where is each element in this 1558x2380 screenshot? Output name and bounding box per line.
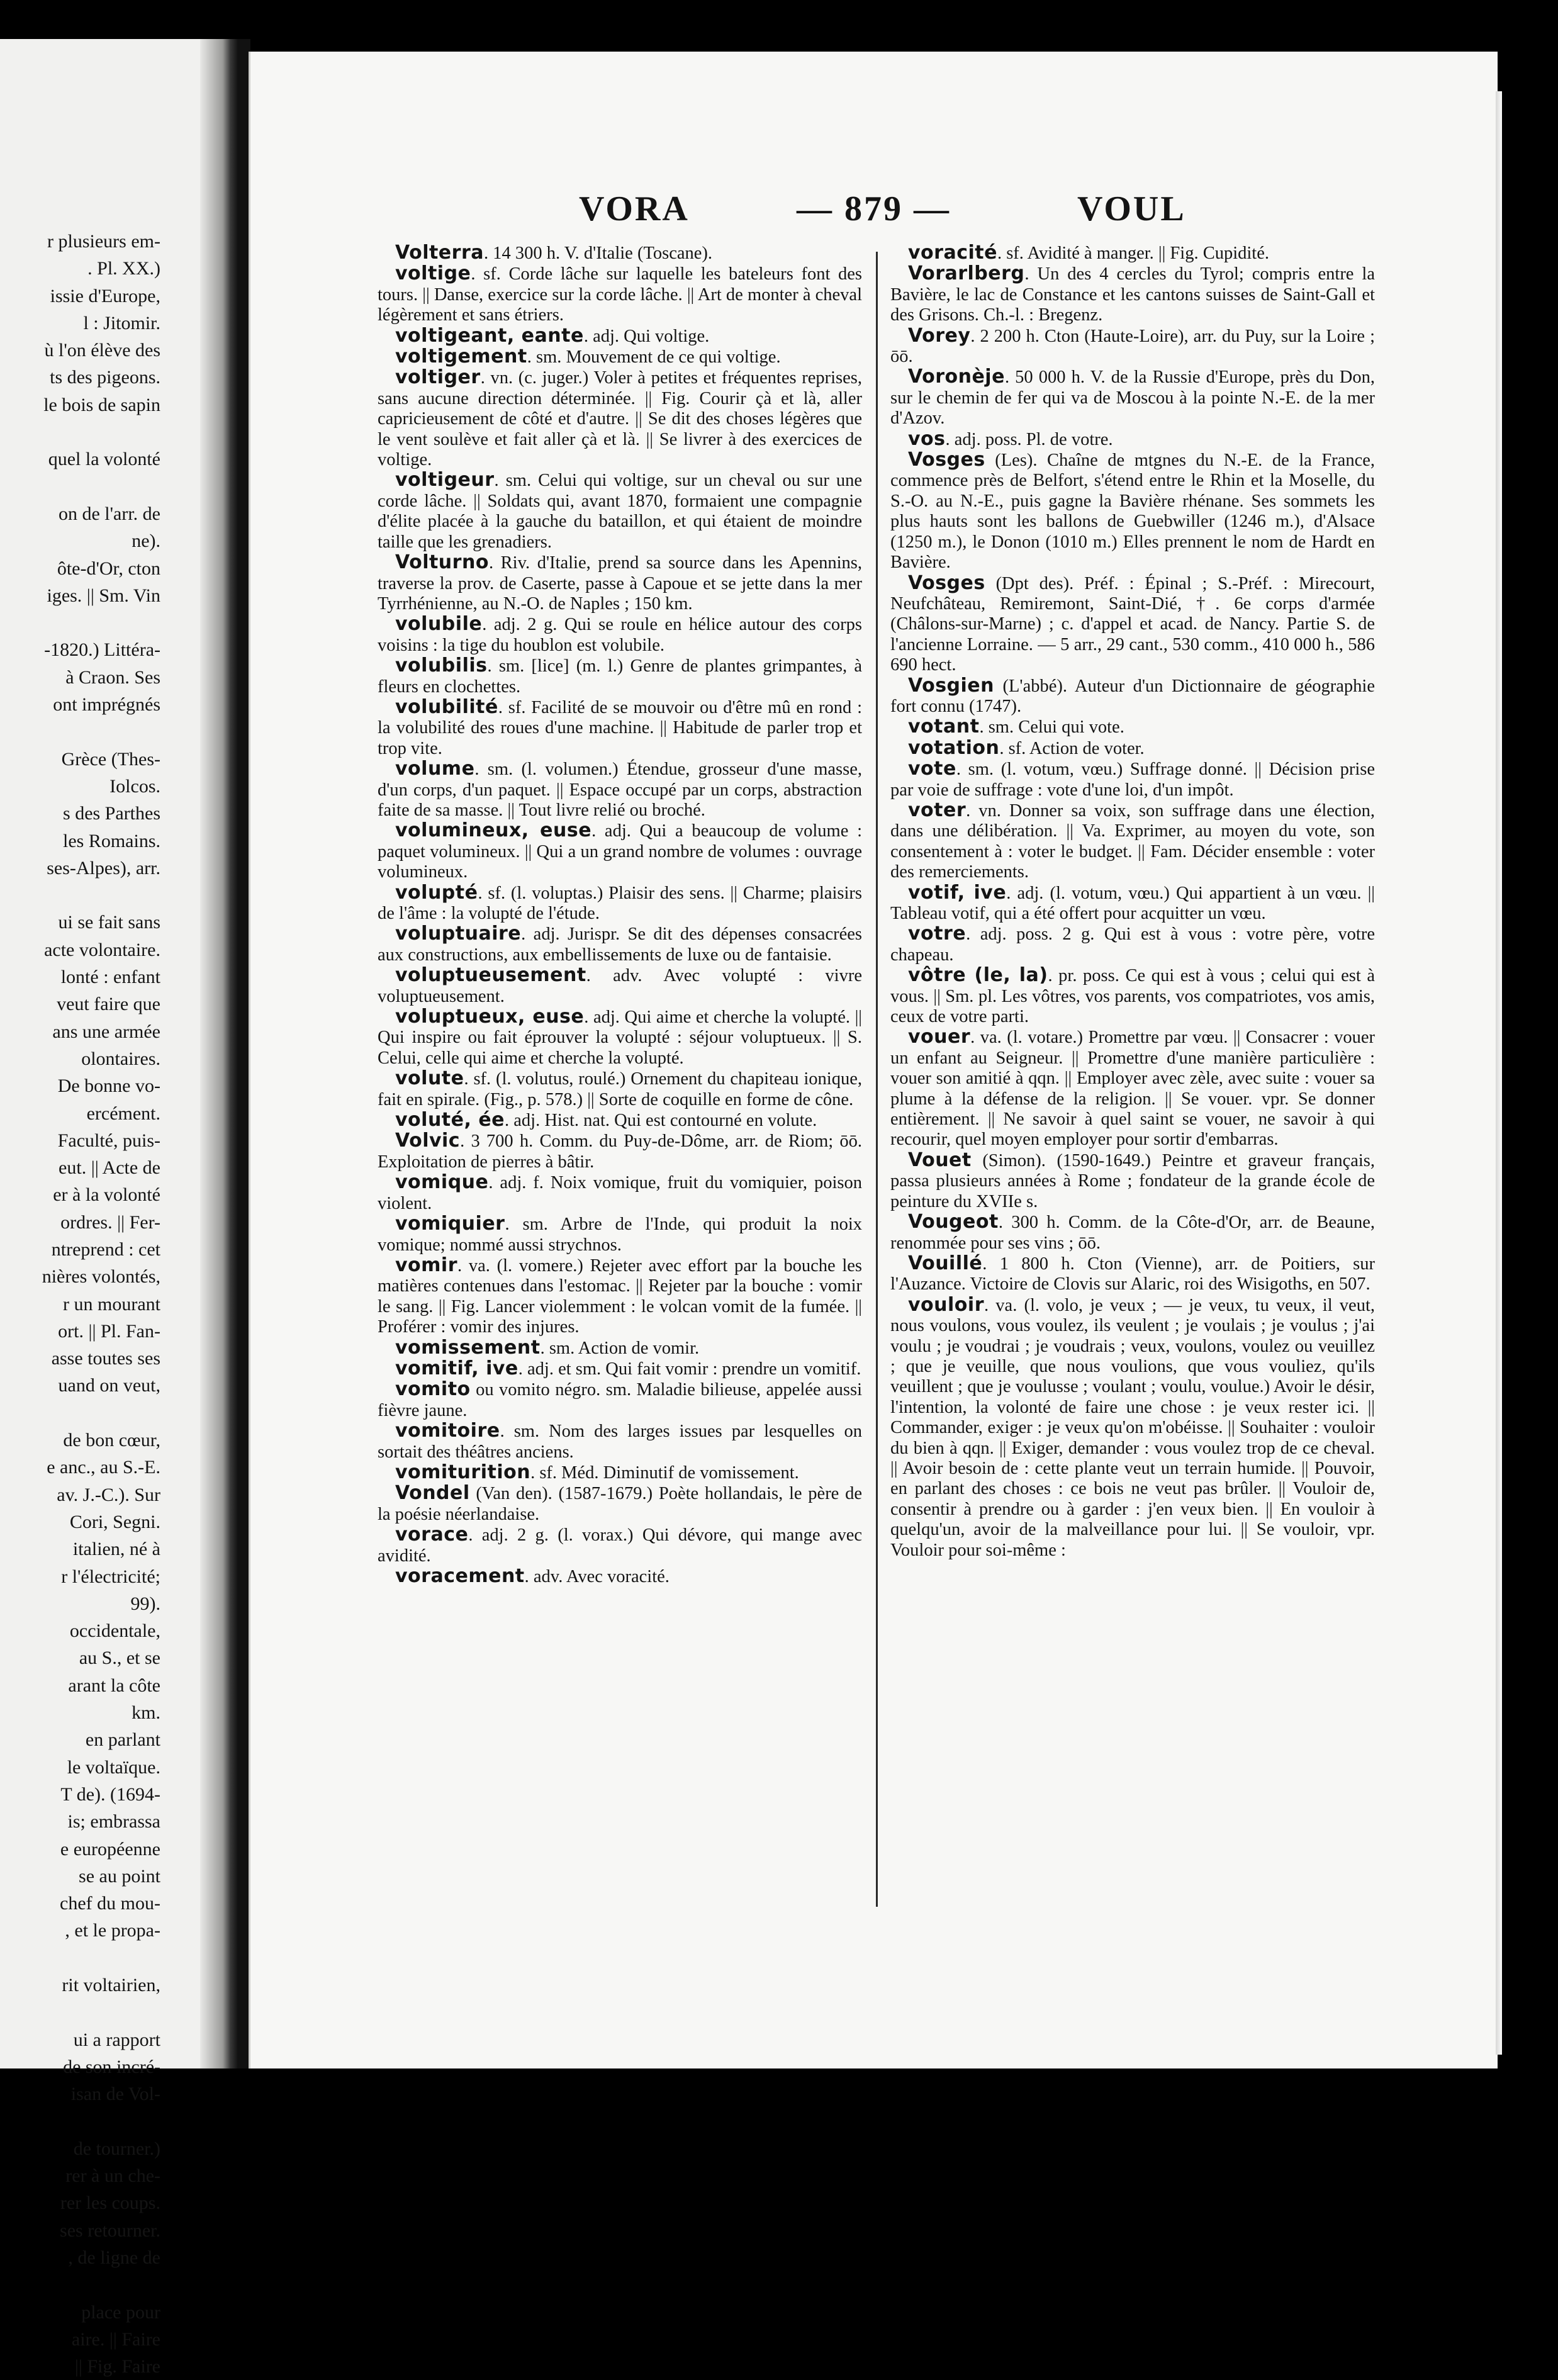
entry-definition: . sf. (l. volutus, roulé.) Ornement du chapiteau ionique, fait en spirale. (Fig., p. 578.) || Sorte de coquille en forme de cône.	[378, 1069, 862, 1109]
entry-definition: . sm. Celui qui vote.	[979, 717, 1124, 738]
entry-headword: vote	[908, 758, 956, 780]
entry-definition: . vn. (c. juger.) Voler à petites et fréquentes reprises, sans aucune direction déterminée. || Fig. Courir çà et là, aller capricieusement de côté et d'autre. || Se dit des choses légères que le vent soulève et fait aller çà et là. || Se livrer à des exercices de voltige.	[378, 368, 862, 470]
entry-headword: votre	[908, 923, 967, 945]
dictionary-entry	[378, 1421, 862, 1462]
previous-page-line: ù l'on élève des	[44, 340, 160, 361]
previous-page-line: olontaires.	[81, 1048, 160, 1069]
previous-page-line: 99).	[130, 1593, 160, 1614]
previous-page-line: place pour	[81, 2301, 160, 2323]
entry-headword: Vouillé	[908, 1252, 983, 1274]
entry-definition: . sf. (l. voluptas.) Plaisir des sens. || Charme; plaisirs de l'âme : la volupté de l'étude.	[378, 883, 862, 923]
entry-definition: . sf. Facilité de se mouvoir ou d'être mû en rond : la volubilité des roues d'une machine. || Habitude de parler trop et trop vite.	[378, 697, 862, 758]
entry-headword: vomir	[395, 1254, 458, 1276]
dictionary-entry	[890, 738, 1375, 759]
entry-definition: (Les). Chaîne de mtgnes du N.-E. de la France, commence près de Belfort, s'étend entre le Rhin et la Moselle, du S.-O. au N.-E., puis gagne la Bavière rhénane. Ses sommets les plus hauts sont les ballons de Guebwiller (1246 m.), d'Alsace (1250 m.), le Donon (1010 m.) Elles prennent le nom de Hardt en Bavière.	[890, 451, 1375, 573]
previous-page-line: ts des pigeons.	[50, 367, 160, 388]
entry-headword: voracité	[908, 242, 997, 264]
previous-page-line: ercément.	[86, 1103, 160, 1124]
entry-definition: . adj. (l. votum, vœu.) Qui appartient à un vœu. || Tableau votif, qui a été offert pour acquitter un vœu.	[890, 883, 1375, 923]
entry-definition: . 3 700 h. Comm. du Puy-de-Dôme, arr. de Riom; ōō. Exploitation de pierres à bâtir.	[378, 1131, 862, 1172]
entry-definition: . sm. (l. volumen.) Étendue, grosseur d'une masse, d'un corps, d'un paquet. || Espace occupé par un corps, abstraction faite de sa masse. || Tout livre relié ou broché.	[378, 760, 862, 820]
previous-page-line: . Pl. XX.)	[87, 258, 160, 279]
previous-page-line: er à la volonté	[53, 1184, 160, 1206]
previous-page-line: e européenne	[60, 1838, 160, 1860]
entry-headword: volubilis	[395, 654, 488, 677]
previous-page-line: de son incré-	[63, 2056, 160, 2077]
entry-headword: vouloir	[908, 1293, 984, 1316]
entry-headword: Vosges	[908, 571, 985, 594]
entry-definition: . pr. poss. Ce qui est à vous ; celui qui est à vous. || Sm. pl. Les vôtres, vos parents, vos compatriotes, vos amis, ceux de votre parti.	[890, 966, 1376, 1027]
entry-headword: Vorey	[908, 324, 971, 347]
dictionary-entry	[890, 243, 1375, 264]
previous-page-line: -1820.) Littéra-	[44, 639, 160, 661]
entry-headword: vomitif, ive	[395, 1357, 518, 1379]
previous-page-line: isan de Vol-	[70, 2084, 160, 2105]
dictionary-entry	[378, 965, 862, 1007]
entry-headword: volubilité	[395, 695, 498, 718]
entry-definition: . adv. Avec volupté : vivre voluptueusement.	[378, 966, 862, 1006]
dictionary-entry	[378, 347, 862, 368]
entry-definition: . Riv. d'Italie, prend sa source dans les Apennins, traverse la prov. de Caserte, passe à Capoue et se jette dans la mer Tyrrhénienne, au N.-O. de Naples ; 150 km.	[378, 553, 862, 614]
entry-definition: . 50 000 h. V. de la Russie d'Europe, près du Don, sur le chemin de fer qui va de Moscou à la pointe N.-E. de la mer d'Azov.	[890, 368, 1375, 429]
previous-page-line: on de l'arr. de	[58, 503, 160, 524]
previous-page-line: uand on veut,	[58, 1375, 160, 1396]
previous-page-line: ne).	[132, 530, 160, 552]
entry-headword: voltigeur	[395, 469, 495, 491]
dictionary-entry	[378, 1379, 862, 1421]
dictionary-entry	[378, 1359, 862, 1379]
previous-page-line: le bois de sapin	[43, 394, 160, 415]
entry-definition: . 1 800 h. Cton (Vienne), arr. de Poitiers, sur l'Auzance. Victoire de Clovis sur Alaric, roi des Wisigoths, en 507.	[890, 1254, 1375, 1294]
previous-page-line: s des Parthes	[63, 803, 160, 824]
previous-page-line	[0, 609, 160, 636]
entry-definition: . 14 300 h. V. d'Italie (Toscane).	[484, 244, 713, 263]
previous-page-line: km.	[132, 1702, 160, 1724]
previous-page-line: le voltaïque.	[67, 1756, 160, 1778]
entry-headword: Volvic	[395, 1130, 461, 1152]
entry-definition: . adj. poss. 2 g. Qui est à vous : votre père, votre chapeau.	[890, 924, 1375, 965]
dictionary-entry	[378, 883, 862, 924]
entry-definition: . vn. Donner sa voix, son suffrage dans une élection, dans une délibération. || Va. Exprimer, au moyen du vote, son consentement à : voter le budget. || Fam. Décider ensemble : voter des remerciements.	[890, 800, 1375, 882]
column-divider	[876, 252, 878, 1907]
entry-definition: . 300 h. Comm. de la Côte-d'Or, arr. de Beaune, renommée pour ses vins ; ōō.	[890, 1213, 1375, 1253]
previous-page-line: r plusieurs em-	[47, 231, 160, 252]
previous-page-line: , et le propa-	[65, 1920, 160, 1941]
entry-definition: (Simon). (1590-1649.) Peintre et graveur français, passa plusieurs années à Rome ; fondateur de la grande école de peinture du XVIIe s.	[890, 1150, 1375, 1211]
entry-definition: . adj. 2 g. (l. vorax.) Qui dévore, qui mange avec avidité.	[378, 1525, 862, 1566]
previous-page-line: ort. || Pl. Fan-	[58, 1320, 160, 1342]
dictionary-entry	[890, 676, 1375, 717]
previous-page-line: Cori, Segni.	[69, 1511, 160, 1532]
entry-headword: voltigeant, eante	[395, 324, 584, 347]
entry-definition: . adj. Qui aime et cherche la volupté. || Qui inspire ou fait éprouver la volupté : séjour voluptueux. || S. Celui, celle qui aime et cherche la volupté.	[378, 1008, 862, 1068]
previous-page-line: Grèce (Thes-	[61, 748, 160, 770]
entry-headword: volupté	[395, 881, 478, 904]
entry-headword: Vougeot	[908, 1211, 999, 1233]
entry-definition: ou vomito négro. sm. Maladie bilieuse, appelée aussi fièvre jaune.	[378, 1380, 862, 1420]
previous-page-line: ans une armée	[52, 1021, 160, 1042]
dictionary-entry	[378, 1566, 862, 1587]
previous-page-line: rer les coups.	[60, 2192, 160, 2214]
dictionary-entry	[890, 1254, 1375, 1295]
dictionary-entry	[378, 264, 862, 325]
previous-page-line: r un mourant	[63, 1293, 160, 1315]
entry-headword: Vondel	[395, 1482, 470, 1505]
previous-page-line: veut faire que	[57, 994, 160, 1015]
previous-page-line: ui a rapport	[73, 2029, 160, 2050]
dictionary-entry	[890, 367, 1375, 429]
entry-definition: . sm. Nom des larges issues par lesquelles on sortait des théâtres anciens.	[378, 1422, 862, 1462]
previous-page-line: rit voltairien,	[62, 1975, 160, 1995]
dictionary-entry	[890, 326, 1375, 368]
entry-headword: votif, ive	[908, 881, 1007, 904]
entry-definition: . adj. Jurispr. Se dit des dépenses consacrées aux constructions, aux embellissements de luxe ou de fantaisie.	[378, 924, 862, 965]
entry-headword: voracement	[395, 1565, 525, 1587]
book-gutter	[200, 39, 250, 2068]
previous-page-line	[0, 418, 160, 446]
entry-headword: voter	[908, 799, 967, 821]
previous-page-line: issie d'Europe,	[50, 285, 160, 306]
entry-definition: . sm. [lice] (m. l.) Genre de plantes grimpantes, à fleurs en clochettes.	[378, 656, 862, 697]
previous-page-line: se au point	[79, 1865, 160, 1887]
entry-definition: . sf. Action de voter.	[999, 738, 1145, 758]
dictionary-entry	[890, 717, 1375, 738]
previous-page-line: is; embrassa	[67, 1811, 160, 1833]
dictionary-entry	[378, 368, 862, 470]
previous-page	[0, 39, 220, 2377]
entry-definition: (Van den). (1587-1679.) Poète hollandais, le père de la poésie néerlandaise.	[378, 1484, 862, 1524]
previous-page-line: nières volontés,	[42, 1266, 160, 1288]
previous-page-line	[0, 882, 160, 909]
entry-headword: vomiturition	[395, 1461, 531, 1483]
entry-headword: voluptueux, euse	[395, 1006, 585, 1028]
entry-definition: (Dpt des). Préf. : Épinal ; S.-Préf. : Mirecourt, Neufchâteau, Remiremont, Saint-Dié, †. 6e corps d'armée (Châlons-sur-Marne) ; c. d'appel et acad. de Nancy. Partie S. de l'ancienne Lorraine. — 5 arr., 29 cant., 530 comm., 410 000 h., 586 690 hect.	[890, 573, 1375, 675]
entry-headword: volumineux, euse	[395, 819, 592, 842]
entry-headword: votation	[908, 736, 1000, 759]
running-header	[566, 189, 1196, 233]
dictionary-entry	[890, 759, 1375, 800]
dictionary-entry	[890, 800, 1375, 883]
previous-page-line: De bonne vo-	[57, 1075, 160, 1097]
previous-page-line: acte volontaire.	[44, 939, 160, 960]
header-right-word: VOUL	[1077, 189, 1186, 228]
previous-page-line: iges. || Sm. Vin	[47, 585, 160, 606]
entry-headword: voluptueusement	[395, 964, 586, 987]
entry-definition: . va. (l. volo, je veux ; — je veux, tu veux, il veut, nous voulons, vous voulez, ils veulent ; je voulais ; je voulus ; j'ai voulu ; je voudrai ; je voudrais ; veux, voulons, voulez ou veuillez ; que je veuille, que nous voulions, que vous vouliez, qu'ils veuillent ; que je voulusse ; voulant ; voulu, voulue.) Avoir le désir, l'intention, la volonté de faire une chose : je veux rester ici. || Commander, exiger : je veux qu'on m'obéisse. || Souhaiter : vouloir du bien à qqn. || Exiger, demander : vous voulez trop de ce cheval. || Avoir besoin de : cette plante veut un terrain humide. || Pouvoir, en parlant des choses : ce bois ne veut pas brûler. || Vouloir de, consentir à prendre ou à garder : j'en veux bien. || En vouloir à quelqu'un, avoir de la malveillance pour lui. || Se vouloir, vpr. Vouloir pour soi-même :	[890, 1295, 1375, 1560]
page-edge	[1496, 91, 1502, 2055]
previous-page-line: ui se fait sans	[58, 912, 160, 933]
entry-definition: . adj. f. Noix vomique, fruit du vomiquier, poison violent.	[378, 1173, 862, 1213]
entry-definition: . va. (l. votare.) Promettre par vœu. || Consacrer : vouer un enfant au Seigneur. || Promettre d'une manière particulière : vouer son amitié à qqn. || Employer avec zèle, avec suite : vouer sa plume à la défense de la religion. || Se vouer. vpr. Se donner entièrement. || Ne savoir à quel saint se vouer, ne savoir à qui recourir, quel moyen employer pour sortir d'embarras.	[890, 1028, 1375, 1150]
entry-headword: Vosges	[908, 449, 985, 471]
previous-page-line: l : Jitomir.	[83, 312, 160, 334]
dictionary-entry	[890, 924, 1375, 965]
entry-headword: vomissement	[395, 1336, 541, 1359]
dictionary-entry	[890, 450, 1375, 573]
previous-page-line: ont imprégnés	[53, 694, 160, 716]
entry-definition: . sm. Mouvement de ce qui voltige.	[527, 347, 781, 368]
dictionary-entry	[378, 1338, 862, 1359]
entry-headword: Vorarlberg	[908, 262, 1025, 285]
dictionary-entry	[378, 1255, 862, 1338]
entry-headword: vos	[908, 427, 946, 450]
entry-headword: Vouet	[908, 1148, 972, 1171]
entry-headword: Vosgien	[908, 674, 995, 697]
previous-page-line: rer à un che-	[65, 2165, 160, 2187]
previous-page-line: de tourner.)	[73, 2138, 160, 2159]
dictionary-entry	[378, 1007, 862, 1069]
previous-page-line: ôte-d'Or, cton	[57, 558, 160, 579]
dictionary-entry	[890, 264, 1375, 325]
previous-page-line: lonté : enfant	[60, 967, 160, 988]
previous-page-line: ordres. || Fer-	[60, 1211, 160, 1233]
previous-page-line	[0, 2271, 160, 2298]
previous-page-line: au S., et se	[79, 1647, 160, 1669]
entry-headword: vorace	[395, 1524, 469, 1546]
previous-page-line: occidentale,	[69, 1620, 160, 1642]
previous-page-line	[0, 1400, 160, 1427]
dictionary-entry	[378, 614, 862, 656]
dictionary-entry	[378, 1214, 862, 1255]
previous-page-line: av. J.-C.). Sur	[57, 1484, 160, 1505]
dictionary-entry	[890, 573, 1375, 676]
previous-page-line: e anc., au S.-E.	[47, 1457, 160, 1478]
entry-headword: vomitoire	[395, 1420, 500, 1442]
previous-page-line	[0, 1999, 160, 2026]
entry-definition: . 2 200 h. Cton (Haute-Loire), arr. du Puy, sur la Loire ; ōō.	[890, 326, 1375, 367]
entry-definition: . adj. poss. Pl. de votre.	[945, 429, 1113, 449]
previous-page-line: de bon cœur,	[63, 1430, 160, 1451]
entry-definition: . sm. Action de vomir.	[540, 1338, 700, 1358]
right-column	[890, 243, 1375, 1561]
previous-page-line: T de). (1694-	[60, 1783, 160, 1805]
dictionary-entry	[378, 1069, 862, 1110]
entry-definition: . va. (l. vomere.) Rejeter avec effort par la bouche les matières contenues dans l'estomac. || Rejeter par la bouche : vomir le sang. || Fig. Lancer violemment : le volcan vomit de la fumée. || Proférer : vomir des injures.	[378, 1255, 862, 1337]
dictionary-entry	[378, 1110, 862, 1131]
entry-headword: Voronèje	[908, 366, 1005, 388]
entry-definition: . sf. Avidité à manger. || Fig. Cupidité.	[997, 244, 1269, 263]
previous-page-line: Iolcos.	[109, 775, 160, 797]
entry-headword: volute	[395, 1067, 464, 1090]
dictionary-entry	[890, 1150, 1375, 1212]
dictionary-entry	[890, 429, 1375, 450]
entry-definition: . adj. Hist. nat. Qui est contourné en volute.	[505, 1111, 817, 1131]
dictionary-entry	[378, 656, 862, 697]
previous-page-line: arant la côte	[68, 1675, 160, 1696]
previous-page-line: Faculté, puis-	[57, 1130, 160, 1151]
previous-page-line: chef du mou-	[60, 1893, 160, 1914]
previous-page-line: ses-Alpes), arr.	[47, 857, 160, 878]
entry-headword: voltige	[395, 262, 471, 285]
previous-page-line: aire. || Faire	[71, 2328, 160, 2350]
entry-headword: Volturno	[395, 551, 489, 574]
previous-page-line	[0, 1945, 160, 1972]
previous-page-line	[0, 718, 160, 745]
previous-page-line	[0, 473, 160, 500]
entry-definition: . sf. Méd. Diminutif de vomissement.	[530, 1462, 799, 1483]
previous-page-text	[0, 228, 160, 2380]
entry-headword: voltiger	[395, 366, 481, 389]
entry-headword: vomique	[395, 1171, 489, 1194]
dictionary-entry	[890, 1295, 1375, 1561]
entry-definition: . sm. (l. votum, vœu.) Suffrage donné. || Décision prise par voie de suffrage : vote d'une loi, d'un impôt.	[890, 760, 1375, 800]
dictionary-entry	[378, 243, 862, 264]
previous-page-line: ses retourner.	[60, 2220, 160, 2241]
previous-page-line: quel la volonté	[48, 449, 160, 470]
dictionary-entry	[378, 1525, 862, 1566]
entry-definition: . adj. et sm. Qui fait vomir : prendre un vomitif.	[518, 1359, 861, 1379]
dictionary-entry	[890, 883, 1375, 924]
dictionary-entry	[890, 1027, 1375, 1150]
dictionary-entry	[378, 924, 862, 965]
previous-page-line: r l'électricité;	[61, 1566, 160, 1587]
dictionary-entry	[378, 1462, 862, 1483]
entry-definition: . sf. Corde lâche sur laquelle les bateleurs font des tours. || Danse, exercice sur la corde lâche. || Art de monter à cheval légèrement et sans étriers.	[378, 264, 862, 325]
header-left-word: VORA	[579, 189, 690, 228]
entry-headword: voluté, ée	[395, 1109, 505, 1131]
entry-headword: voltigement	[395, 345, 527, 368]
entry-definition: . adj. Qui voltige.	[583, 326, 710, 346]
previous-page-line: ntreprend : cet	[51, 1238, 160, 1260]
previous-page-line: les Romains.	[63, 830, 160, 851]
previous-page-line: italien, né à	[72, 1539, 160, 1560]
entry-definition: . Un des 4 cercles du Tyrol; compris entre la Bavière, le lac de Constance et les cantons suisses de Saint-Gall et des Grisons. Ch.-l. : Bregenz.	[890, 264, 1375, 325]
entry-definition: (L'abbé). Auteur d'un Dictionnaire de géographie fort connu (1747).	[890, 676, 1375, 716]
dictionary-entry	[378, 1172, 862, 1214]
entry-headword: vomiquier	[395, 1213, 505, 1235]
left-column	[378, 243, 862, 1587]
entry-definition: . sm. Celui qui voltige, sur un cheval ou sur une corde lâche. || Soldats qui, avant 1870, formaient une compagnie d'élite placée à la gauche du bataillon, et qui étaient de moindre taille que les grenadiers.	[378, 471, 862, 552]
previous-page-line	[0, 2108, 160, 2135]
entry-headword: voluptuaire	[395, 923, 522, 945]
dictionary-entry	[378, 759, 862, 821]
entry-definition: . sm. Arbre de l'Inde, qui produit la noix vomique; nommé aussi strychnos.	[378, 1215, 862, 1255]
entry-definition: . adj. Qui a beaucoup de volume : paquet volumineux. || Qui a un grand nombre de volumes : ouvrage volumineux.	[378, 821, 862, 882]
entry-headword: volubile	[395, 613, 483, 636]
dictionary-entry	[378, 821, 862, 882]
dictionary-entry	[378, 697, 862, 759]
previous-page-line: || Fig. Faire	[74, 2356, 160, 2377]
dictionary-entry	[378, 470, 862, 553]
previous-page-line: , de ligne de	[68, 2247, 160, 2268]
dictionary-entry	[378, 1483, 862, 1525]
dictionary-entry	[378, 1131, 862, 1172]
entry-definition: . adj. 2 g. Qui se roule en hélice autour des corps voisins : la tige du houblon est volubile.	[378, 615, 862, 655]
previous-page-line: asse toutes ses	[51, 1348, 160, 1369]
entry-headword: Volterra	[395, 242, 484, 264]
previous-page-line: eut. || Acte de	[59, 1157, 160, 1179]
entry-headword: vouer	[908, 1026, 971, 1048]
entry-definition: . adv. Avec voracité.	[524, 1567, 670, 1586]
entry-headword: votant	[908, 716, 980, 738]
entry-headword: vôtre (le, la)	[908, 964, 1048, 987]
dictionary-entry	[890, 965, 1375, 1027]
previous-page-line: à Craon. Ses	[65, 666, 160, 688]
dictionary-entry	[890, 1212, 1375, 1254]
entry-headword: volume	[395, 758, 475, 780]
entry-headword: vomito	[395, 1378, 471, 1401]
page-number: — 879 —	[797, 189, 951, 228]
dictionary-entry	[378, 553, 862, 614]
dictionary-entry	[378, 326, 862, 347]
previous-page-line: en parlant	[85, 1729, 160, 1751]
